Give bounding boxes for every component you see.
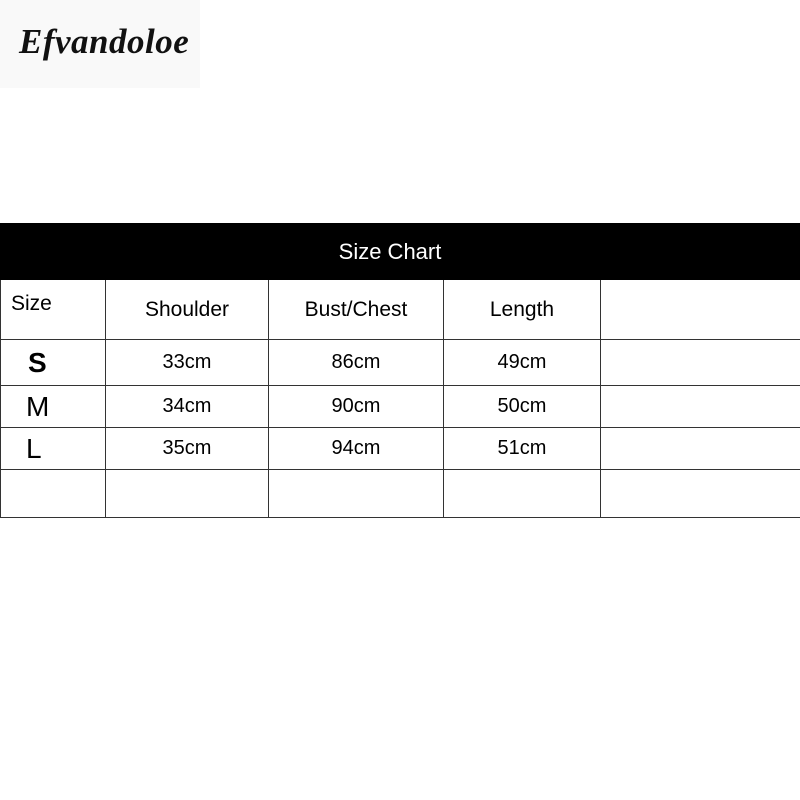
length-value: 49cm [444,340,601,386]
extra-value [601,340,800,386]
extra-value [601,386,800,428]
extra-value [601,428,800,470]
brand-logo-text: Efvandoloe [19,22,190,61]
table-row [1,340,800,386]
length-value: 50cm [444,386,601,428]
shoulder-value: 35cm [106,428,269,470]
size-label-s: S [1,340,106,386]
empty-cell [444,470,601,518]
size-label-l: L [1,428,106,470]
table-row [1,428,800,470]
size-chart-title: Size Chart [338,238,442,264]
column-header-extra [601,280,800,340]
column-header-size: Size [1,280,106,340]
table-row [1,470,800,518]
shoulder-value: 34cm [106,386,269,428]
shoulder-value: 33cm [106,340,269,386]
column-header-length: Length [444,280,601,340]
column-header-bust-chest: Bust/Chest [269,280,444,340]
empty-cell [601,470,800,518]
column-header-shoulder: Shoulder [106,280,269,340]
brand-area [0,0,200,88]
length-value: 51cm [444,428,601,470]
bust-value: 86cm [269,340,444,386]
empty-cell [106,470,269,518]
table-header-row [1,280,800,340]
bust-value: 94cm [269,428,444,470]
empty-cell [1,470,106,518]
size-label-m: M [1,386,106,428]
size-chart-title-bar [0,223,800,280]
table-row [1,386,800,428]
size-chart-table [0,280,800,518]
bust-value: 90cm [269,386,444,428]
empty-cell [269,470,444,518]
